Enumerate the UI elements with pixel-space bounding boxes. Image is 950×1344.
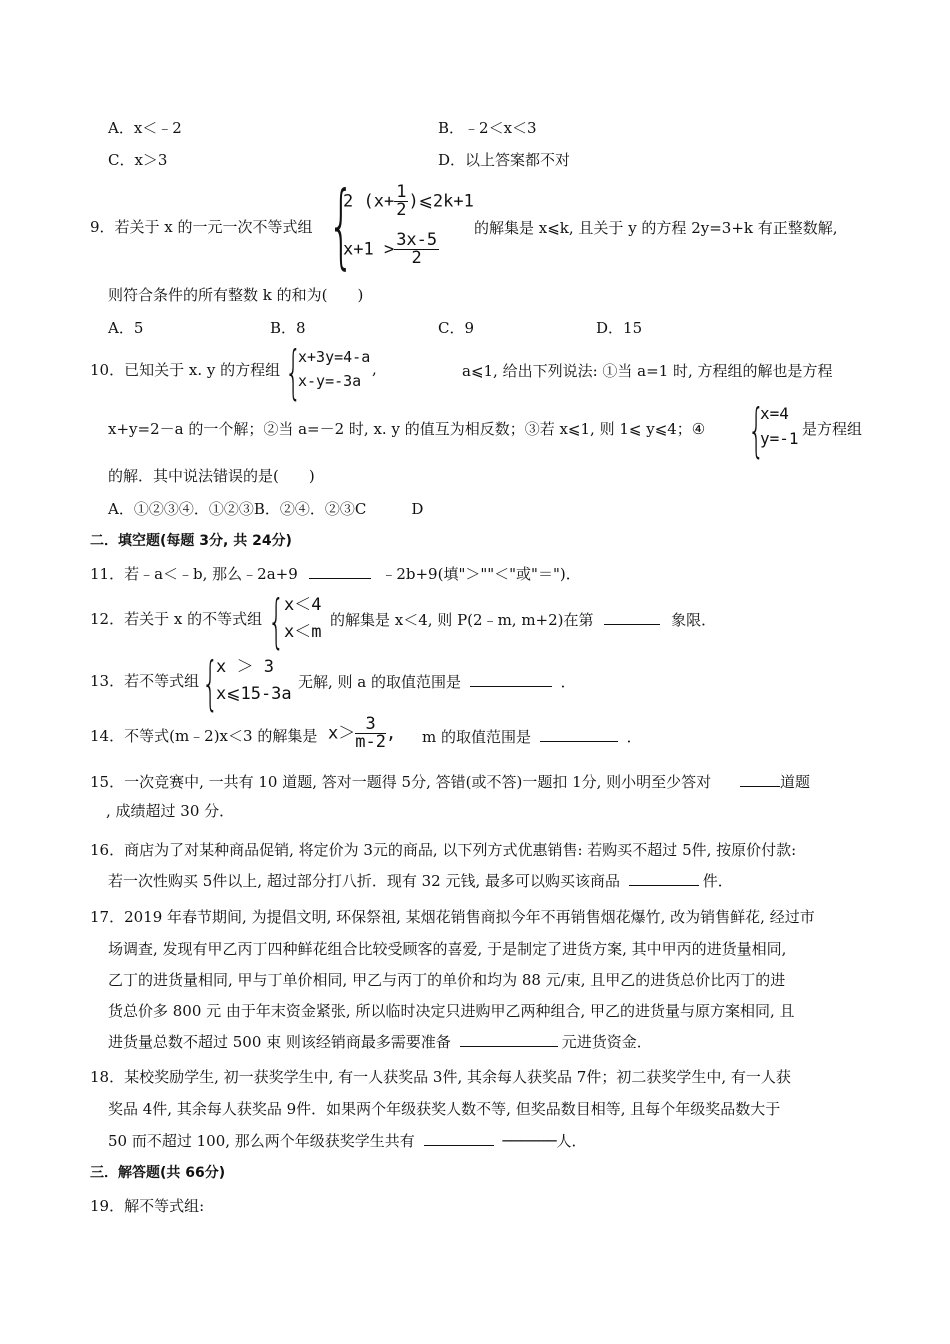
q8-option-a: A．x＜﹣2 (108, 119, 182, 137)
q8-option-d: D．以上答案都不对 (438, 151, 571, 169)
q9-inequality-1: 2 (x+ $\frac{1}{2}$ )⩽2k+1 (343, 182, 474, 220)
q18-answer-blank[interactable] (424, 1131, 494, 1146)
q10-suffix: a⩽1, 给出下列说法: ①当 a=1 时, 方程组的解也是方程 (462, 362, 833, 380)
q10-line2: x+y=2－a 的一个解；②当 a=－2 时, x. y 的值互为相反数；③若 x⩽1, 则 1⩽ y⩽4；④ (108, 420, 706, 438)
q14-answer-blank[interactable] (540, 727, 618, 742)
q12-prefix: 12．若关于 x 的不等式组 (90, 610, 263, 628)
q11-answer-blank[interactable] (309, 564, 371, 579)
q10-prefix: 10．已知关于 x. y 的方程组 (90, 361, 281, 379)
q15-answer-blank[interactable] (740, 772, 780, 787)
q12-inequality-2: x＜m (284, 622, 322, 642)
q9-option-a: A．5 (108, 319, 144, 337)
q18-line2: 奖品 4件, 其余每人获奖品 9件．如果两个年级获奖人数不等, 但奖品数目相等, 且每个年级奖品数大于 (108, 1100, 781, 1118)
q13-inequality-2: x⩽15-3a (216, 684, 292, 704)
q13-system-brace: { (202, 649, 219, 717)
q9-line2: 则符合条件的所有整数 k 的和为( ) (108, 286, 364, 304)
q15-line1: 15．一次竞赛中, 一共有 10 道题, 答对一题得 5分, 答错(或不答)一题扣 1分, 则小明至少答对 道题 (90, 773, 810, 791)
q17-line3: 乙丁的进货量相同, 甲与丁单价相同, 甲乙与丙丁的单价和均为 88 元/束, 且甲乙的进货总价比丙丁的进 (108, 971, 786, 989)
q9-option-b: B．8 (270, 319, 306, 337)
q14-prefix: 14．不等式(m﹣2)x＜3 的解集是 (90, 727, 318, 745)
section-2-heading: 二．填空题(每题 3分, 共 24分) (90, 533, 292, 549)
q17-answer-blank[interactable] (460, 1032, 558, 1047)
q10-line3: 的解．其中说法错误的是( ) (108, 467, 315, 485)
q9-inequality-2: x+1 > $\frac{3x-5}{2}$ (343, 230, 438, 268)
q18-line3: 50 而不超过 100, 那么两个年级获奖学生共有 ──────人． (108, 1132, 587, 1150)
q9-system-brace: { (328, 172, 355, 279)
q11-text: 11．若﹣a＜﹣b, 那么﹣2a+9 ﹣2b+9(填"＞""＜"或"＝")． (90, 565, 581, 583)
q13-answer-blank[interactable] (470, 672, 552, 687)
q12-answer-blank[interactable] (604, 610, 660, 625)
q10-options: A．①②③④．①②③B．②④．②③C D (108, 500, 424, 518)
section-3-heading: 三．解答题(共 66分) (90, 1165, 226, 1181)
q10-equation-2: x-y=-3a (298, 372, 362, 390)
q10-system-brace: { (285, 338, 302, 406)
q16-line1: 16．商店为了对某种商品促销, 将定价为 3元的商品, 以下列方式优惠销售: 若购买不超过 5件, 按原价付款: (90, 841, 797, 859)
q9-option-d: D．15 (596, 319, 643, 337)
q10-solution-y: y=-1 (760, 429, 799, 448)
q16-line2: 若一次性购买 5件以上, 超过部分打八折．现有 32 元钱, 最多可以购买该商品 件． (108, 872, 733, 890)
q17-line2: 场调查, 发现有甲乙丙丁四种鲜花组合比较受顾客的喜爱, 于是制定了进货方案, 其中甲丙的进货量相同, (108, 940, 787, 958)
q8-option-b: B．﹣2＜x＜3 (438, 119, 537, 137)
q17-line4: 货总价多 800 元 由于年末资金紧张, 所以临时决定只进购甲乙两种组合, 甲乙的进货量与原方案相同, 且 (108, 1002, 795, 1020)
q13-suffix: 无解, 则 a 的取值范围是 ． (298, 673, 576, 691)
q10-line2-end: 是方程组 (802, 420, 863, 438)
q15-line2: , 成绩超过 30 分． (106, 802, 235, 820)
q9-prefix: 9．若关于 x 的一元一次不等式组 (90, 218, 313, 236)
q14-solution-set: x＞ $\frac{3}{m-2}$ , (328, 714, 397, 752)
q13-inequality-1: x ＞ 3 (216, 657, 274, 677)
q18-line1: 18．某校奖励学生, 初一获奖学生中, 有一人获奖品 3件, 其余每人获奖品 7件；初二获奖学生中, 有一人获 (90, 1068, 791, 1086)
q10-equation-1: x+3y=4-a (298, 348, 371, 366)
q19-text: 19．解不等式组: (90, 1197, 205, 1215)
q10-solution-brace: { (748, 396, 765, 464)
q9-suffix: 的解集是 x⩽k, 且关于 y 的方程 2y=3+k 有正整数解, (474, 219, 838, 237)
q13-prefix: 13．若不等式组 (90, 672, 200, 690)
q12-system-brace: { (268, 587, 285, 655)
q9-option-c: C．9 (438, 319, 475, 337)
q10-comma: , (372, 360, 377, 378)
q12-suffix: 的解集是 x＜4, 则 P(2﹣m, m+2)在第 象限． (330, 611, 717, 629)
q17-line5: 进货量总数不超过 500 束 则该经销商最多需要准备 元进货资金． (108, 1033, 652, 1051)
q12-inequality-1: x＜4 (284, 595, 322, 615)
q8-option-c: C．x＞3 (108, 151, 168, 169)
q17-line1: 17．2019 年春节期间, 为提倡文明, 环保祭祖, 某烟花销售商拟今年不再销售烟花爆竹, 改为销售鲜花, 经过市 (90, 908, 815, 926)
q14-suffix: m 的取值范围是 ． (422, 728, 642, 746)
q16-answer-blank[interactable] (629, 871, 699, 886)
q10-solution-x: x=4 (760, 404, 789, 423)
